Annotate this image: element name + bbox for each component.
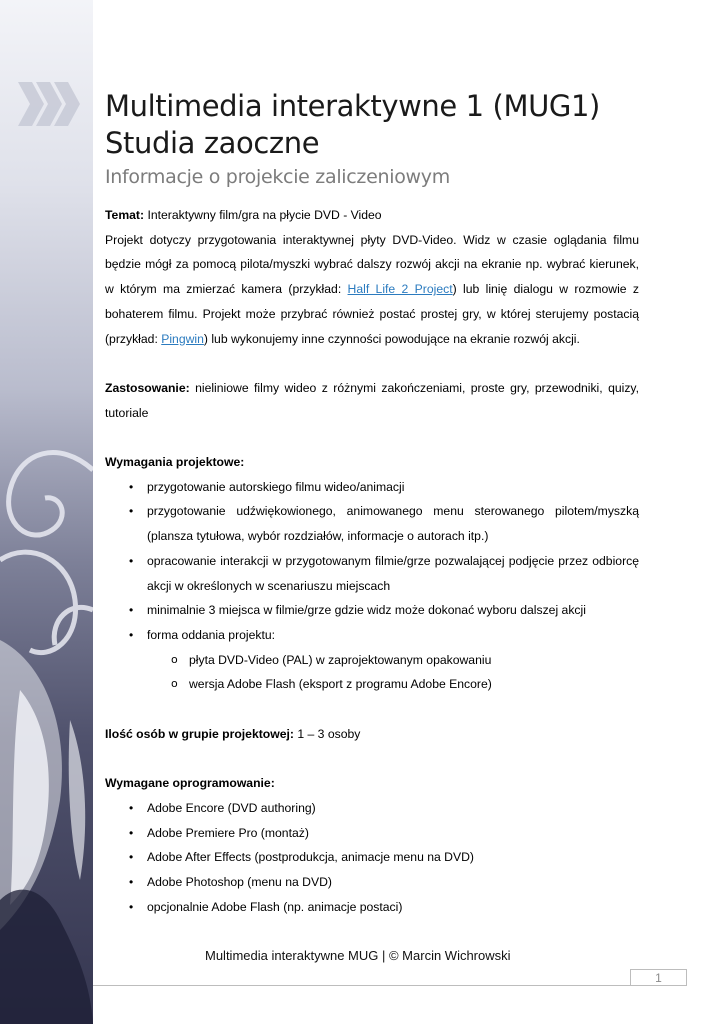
bullet-icon: • [129,627,134,642]
leaf-ornament [0,640,85,930]
document-body [105,88,639,919]
document-subtitle: Informacje o projekcie zaliczeniowym [105,166,450,188]
list-item-text: forma oddania projektu: [147,627,276,642]
bullet-icon: • [129,553,134,568]
page-number: 1 [655,971,662,985]
sub-list-item-text: wersja Adobe Flash (eksport z programu Adobe Encore) [189,677,492,692]
list-item-text: Adobe Photoshop (menu na DVD) [147,874,332,889]
footer-divider [93,985,687,986]
pingwin-link[interactable]: Pingwin [161,331,204,346]
bullet-icon: • [129,504,134,519]
list-item-text: opracowanie interakcji w przygotowanym filmie/grze pozwalającej podjęcie przez odbiorcę akcji w określonych w scenariuszu miejscach [147,553,639,593]
list-item-text: Adobe Encore (DVD authoring) [147,800,316,815]
dark-foliage [0,890,93,1024]
list-item [105,895,639,920]
circle-bullet-icon: o [171,677,178,691]
title-line-2: Studia zaoczne [105,126,320,160]
footer-text: Multimedia interaktywne MUG | © Marcin Wichrowski [205,948,511,963]
decorative-sidebar [0,0,93,1024]
half-life-link[interactable]: Half Life 2 Project [347,282,453,297]
bullet-icon: • [129,874,134,889]
description-part-2: ) lub linię dialogu w rozmowie z bohaterem filmu. Projekt może przybrać również postać prostej gry, w której sterujemy postacią (przykład: [105,282,639,346]
sub-list-item-text: płyta DVD-Video (PAL) w zaprojektowanym opakowaniu [189,652,492,667]
delivery-format-list [147,648,639,697]
topic-paragraph [105,203,639,228]
bullet-icon: • [129,479,134,494]
topic-label: Temat: [105,208,145,222]
list-item [105,598,639,623]
list-item [105,870,639,895]
sidebar-ornament-graphic [0,0,93,1024]
list-item-text: przygotowanie udźwiękowionego, animowanego menu sterowanego pilotem/myszką (plansza tytułowa, wybór rozdziałów, informacje o autorach itp.) [147,504,639,544]
list-item [105,549,639,598]
sub-list-item [105,648,639,673]
list-item-text: Adobe After Effects (postprodukcja, animacje menu na DVD) [147,850,474,865]
bullet-icon: • [129,800,134,815]
bullet-icon: • [129,899,134,914]
software-heading [105,771,639,796]
list-item [105,475,639,500]
list-item [105,821,639,846]
document-title [105,88,639,162]
description-paragraph [105,228,639,352]
list-item [105,499,639,548]
swirl-ornament [0,453,93,653]
list-item [105,623,639,697]
usage-label: Zastosowanie: [105,380,190,395]
circle-bullet-icon: o [171,652,178,666]
usage-paragraph [105,376,639,425]
list-item-text: Adobe Premiere Pro (montaż) [147,825,309,840]
title-line-1: Multimedia interaktywne 1 (MUG1) [105,89,600,123]
list-item-text: przygotowanie autorskiego filmu wideo/animacji [147,479,405,494]
bullet-icon: • [129,603,134,618]
group-size-label: Ilość osób w grupie projektowej: [105,726,294,741]
list-item-text: minimalnie 3 miejsca w filmie/grze gdzie widz może dokonać wyboru dalszej akcji [147,603,586,618]
chevrons-icon [18,82,80,126]
requirements-label: Wymagania projektowe: [105,455,245,469]
bullet-icon: • [129,825,134,840]
requirements-list [105,475,639,697]
description-part-3: ) lub wykonujemy inne czynności powodujące na ekranie rozwój akcji. [203,331,580,346]
list-item-text: opcjonalnie Adobe Flash (np. animacje postaci) [147,899,403,914]
requirements-heading [105,450,639,475]
group-size-paragraph [105,722,639,747]
topic-text: Interaktywny film/gra na płycie DVD - Video [144,208,382,222]
list-item [105,796,639,821]
usage-text: nieliniowe filmy wideo z różnymi zakończeniami, proste gry, przewodniki, quizy, tutoriale [105,380,639,420]
group-size-text: 1 – 3 osoby [293,726,361,741]
sub-list-item [105,672,639,697]
software-label: Wymagane oprogramowanie: [105,776,275,791]
software-list [105,796,639,920]
bullet-icon: • [129,850,134,865]
description-part-1: Projekt dotyczy przygotowania interaktywnej płyty DVD-Video. Widz w czasie oglądania filmu będzie mógł za pomocą pilota/myszki wybrać dalszy rozwój akcji na ekranie np. wybrać kierunek, w którym ma zmierzać kamera (przykład: [105,232,639,297]
list-item [105,845,639,870]
